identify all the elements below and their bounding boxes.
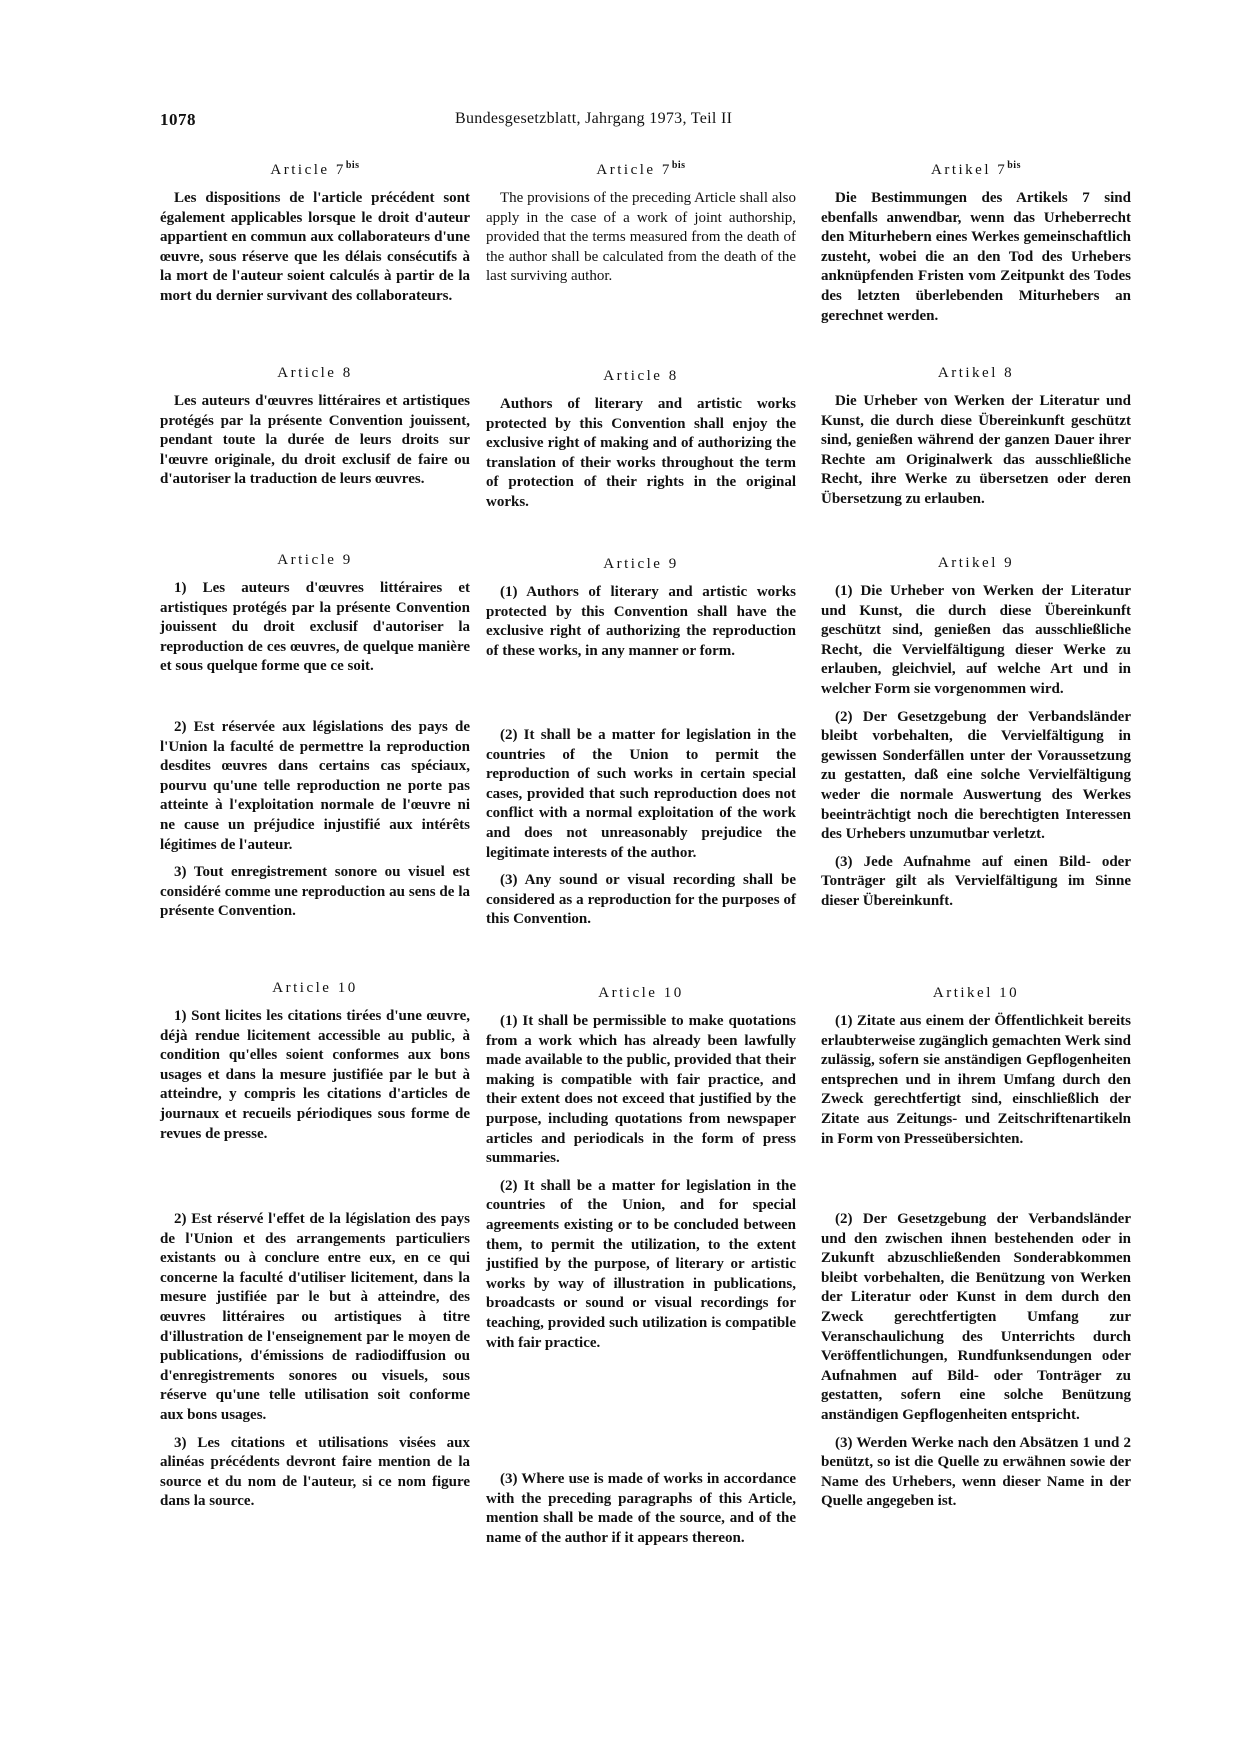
article-9-en-p2 (486, 726, 796, 938)
article-heading: Artikel 8 (937, 365, 1015, 381)
paragraph: (1) Die Urheber von Werken der Literatur und Kunst, die durch diese Übereinkunft geschützt sind, genießen das ausschließliche Recht, die Vervielfältigung dieser Werke zu erlauben, gleichviel, auf welche Art und in welcher Form sie vorgenommen wird. (821, 583, 1131, 697)
paragraph: (2) It shall be a matter for legislation in the countries of the Union, and for special agreements existing or to be concluded between them, to permit the utilization, to the extent justified by the purpose, of literary or artistic works by way of illustration in publications, broadcasts or sound or visual recordings for teaching, provided such utilization is compatible with fair practice. (486, 1177, 796, 1351)
paragraph: 3) Tout enregistrement sonore ou visuel est considéré comme une reproduction au sens de la présente Convention. (160, 864, 470, 920)
article-heading: Article 8 (603, 368, 679, 384)
page-number: 1078 (160, 110, 196, 129)
paragraph: The provisions of the preceding Article shall also apply in the case of a work of joint authorship, provided that the terms measured from the death of the author shall be calculated from the death of the last surviving author. (486, 190, 796, 285)
article-heading: Article $7^{bis}$ (596, 160, 686, 178)
article-10-fr (160, 980, 470, 1152)
article-8-fr (160, 365, 470, 498)
article-heading: Article 10 (272, 980, 358, 996)
paragraph: (3) Any sound or visual recording shall be considered as a reproduction for the purposes of this Convention. (486, 872, 796, 928)
paragraph: Die Urheber von Werken der Literatur und Kunst, die durch diese Übereinkunft geschützt sind, genießen während der ganzen Dauer ihrer Rechte am Originalwerk das ausschließliche Recht, ihre Werke zu übersetzen oder deren Übersetzung zu erlauben. (821, 393, 1131, 507)
article-8-en (486, 368, 796, 521)
article-8-de (821, 365, 1131, 518)
paragraph: Les auteurs d'œuvres littéraires et artistiques protégés par la présente Convention jouissent, pendant toute la durée de leurs droits sur l'œuvre originale, du droit exclusif de faire ou d'autoriser la traduction de leurs œuvres. (160, 393, 470, 488)
running-head: Bundesgesetzblatt, Jahrgang 1973, Teil II (455, 110, 733, 127)
article-10-fr-p2 (160, 1210, 470, 1520)
article-heading: Artikel 9 (937, 555, 1015, 571)
article-7bis-de (821, 160, 1131, 334)
article-10-de-p2 (821, 1210, 1131, 1520)
paragraph: (2) Der Gesetzgebung der Verbandsländer und den zwischen ihnen bestehenden oder in Zukunft abzuschließenden Sonderabkommen bleibt vorbehalten, die Benützung von Werken der Literatur oder Kunst in dem durch den Zweck gerechtfertigten Umfang zur Veranschaulichung des Unterrichts durch Veröffentlichungen, Rundfunksendungen oder Aufnahmen auf Bild- oder Tonträger zu gestatten, sofern eine solche Benützung anständigen Gepflogenheiten entspricht. (821, 1211, 1131, 1423)
article-heading: Artikel 10 (932, 985, 1020, 1001)
article-heading: Artikel $7^{bis}$ (931, 160, 1021, 178)
article-9-fr-p2 (160, 718, 470, 930)
paragraph: (1) Authors of literary and artistic works protected by this Convention shall have the exclusive right of authorizing the reproduction of these works, in any manner or form. (486, 584, 796, 659)
article-9-de (821, 555, 1131, 920)
article-heading: Article 10 (598, 985, 684, 1001)
paragraph: (3) Jede Aufnahme auf einen Bild- oder Tonträger gilt als Vervielfältigung im Sinne dieser Übereinkunft. (821, 853, 1131, 909)
paragraph: Die Bestimmungen des Artikels 7 sind ebenfalls anwendbar, wenn das Urheberrecht den Miturhebern eines Werkes gemeinschaftlich zusteht, wobei die an den Tod des Urhebers anknüpfenden Fristen vom Zeitpunkt des Todes des letzten überlebenden Miturhebers an gerechnet werden. (821, 190, 1131, 324)
article-7bis-fr (160, 160, 470, 315)
paragraph: Authors of literary and artistic works protected by this Convention shall enjoy the exclusive right of making and of authorizing the translation of their works throughout the term of protection of their rights in the original works. (486, 396, 796, 510)
paragraph: (3) Where use is made of works in accordance with the preceding paragraphs of this Article, mention shall be made of the source, and of the name of the author if it appears thereon. (486, 1471, 796, 1546)
article-heading: Article 9 (277, 552, 353, 568)
article-10-de (821, 985, 1131, 1157)
article-9-en (486, 556, 796, 669)
article-heading: Article $7^{bis}$ (270, 160, 360, 178)
paragraph: (1) Zitate aus einem der Öffentlichkeit bereits erlaubterweise zugänglich gemachten Werk sind zulässig, sofern sie anständigen Gepflogenheiten entsprechen und in ihrem Umfang durch den Zweck gerechtfertigt sind, einschließlich der Zitate aus Zeitungs- und Zeitschriftenartikeln in Form von Presseübersichten. (821, 1013, 1131, 1147)
paragraph: 3) Les citations et utilisations visées aux alinéas précédents devront faire mention de la source et du nom de l'auteur, si ce nom figure dans la source. (160, 1434, 470, 1510)
paragraph: 1) Les auteurs d'œuvres littéraires et artistiques protégés par la présente Convention jouissent du droit exclusif d'autoriser la reproduction de ces œuvres, de quelque manière et sous quelque forme que ce soit. (160, 580, 470, 675)
paragraph: (3) Werden Werke nach den Absätzen 1 und 2 benützt, so ist die Quelle zu erwähnen sowie der Name des Urhebers, wenn dieser Name in der Quelle angegeben ist. (821, 1434, 1131, 1510)
article-9-fr (160, 552, 470, 685)
paragraph: 2) Est réservée aux législations des pays de l'Union la faculté de permettre la reproduction desdites œuvres dans certains cas spéciaux, pourvu qu'une telle reproduction ne porte pas atteinte à l'exploitation normale de l'œuvre ni ne cause un préjudice injustifié aux intérêts légitimes de l'auteur. (160, 719, 470, 853)
article-7bis-en (486, 160, 796, 295)
article-heading: Article 8 (277, 365, 353, 381)
paragraph: Les dispositions de l'article précédent sont également applicables lorsque le droit d'auteur appartient en commun aux collaborateurs d'une œuvre, sous réserve que les délais consécutifs à la mort de l'auteur soient calculés à partir de la mort du dernier survivant des collaborateurs. (160, 190, 470, 304)
article-10-en-p3 (486, 1470, 796, 1556)
paragraph: (2) It shall be a matter for legislation in the countries of the Union to permit the reproduction of such works in certain special cases, provided that such reproduction does not conflict with a normal exploitation of the work and does not unreasonably prejudice the legitimate interests of the author. (486, 727, 796, 861)
paragraph: (2) Der Gesetzgebung der Verbandsländer bleibt vorbehalten, die Vervielfältigung in gewissen Sonderfällen unter der Voraussetzung zu gestatten, daß eine solche Vervielfältigung weder die normale Auswertung des Werkes beeinträchtigt noch die berechtigten Interessen des Urhebers unzumutbar verletzt. (821, 708, 1131, 843)
article-heading: Article 9 (603, 556, 679, 572)
paragraph: (1) It shall be permissible to make quotations from a work which has already been lawfully made available to the public, provided that their making is compatible with fair practice, and their extent does not exceed that justified by the purpose, including quotations from newspaper articles and periodicals in the form of press summaries. (486, 1013, 796, 1167)
paragraph: 2) Est réservé l'effet de la législation des pays de l'Union et des arrangements particuliers existants ou à conclure entre eux, en ce qui concerne la faculté d'utiliser licitement, dans la mesure justifiée par le but à atteindre, des œuvres littéraires ou artistiques à titre d'illustration de l'enseignement par le moyen de publications, d'émissions de radiodiffusion ou d'enregistrements sonores ou visuels, sous réserve qu'une telle utilisation soit conforme aux bons usages. (160, 1211, 470, 1423)
article-10-en (486, 985, 796, 1361)
paragraph: 1) Sont licites les citations tirées d'une œuvre, déjà rendue licitement accessible au public, à condition qu'elles soient conformes aux bons usages et dans la mesure justifiée par le but à atteindre, y compris les citations d'articles de journaux et recueils périodiques sous forme de revues de presse. (160, 1008, 470, 1142)
